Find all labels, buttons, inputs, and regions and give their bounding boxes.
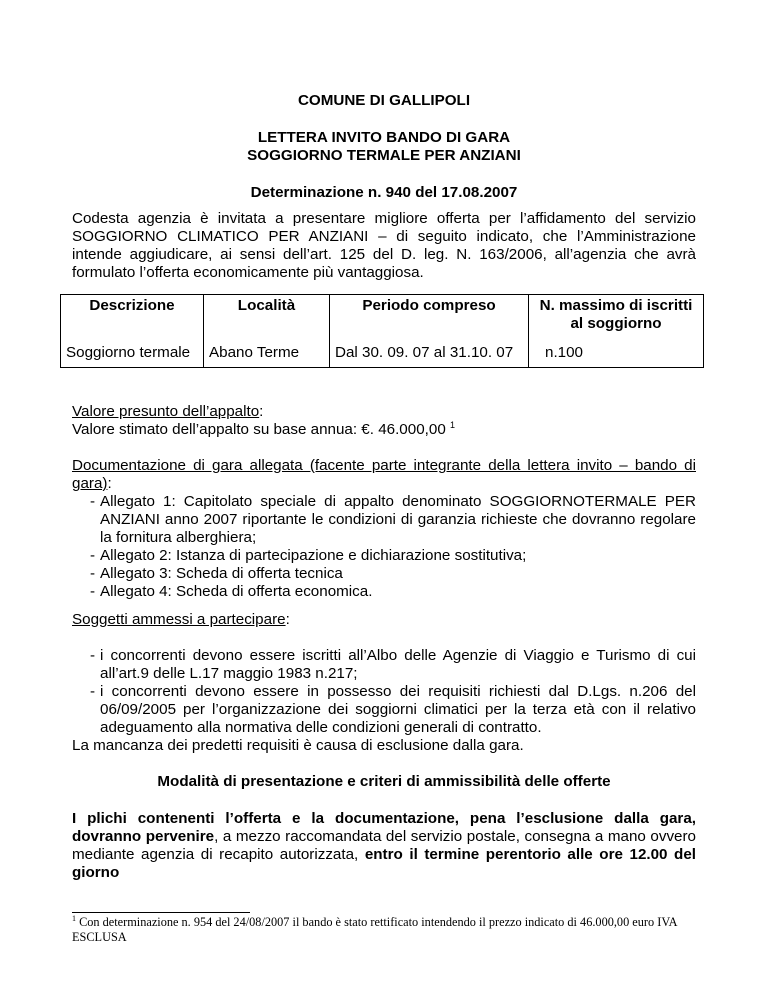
modalities-heading: Modalità di presentazione e criteri di ammissibilità delle offerte <box>157 773 611 790</box>
value-heading-colon: : <box>259 403 264 420</box>
footnote-separator <box>72 912 250 913</box>
table-header-cell: Descrizione <box>61 295 204 343</box>
footnote <box>72 915 696 945</box>
table-header-cell: N. massimo di iscritti al soggiorno <box>529 295 704 343</box>
table-header-row <box>61 295 704 343</box>
list-item: - Allegato 2: Istanza di partecipazione e dichiarazione sostitutiva; <box>90 547 527 564</box>
table-header-cell: Località <box>204 295 330 343</box>
documentation-heading: Documentazione di gara allegata (facente parte integrante della lettera invito – bando di gara) <box>72 457 696 492</box>
footnote-reference: 1 <box>450 420 456 430</box>
list-item: - i concorrenti devono essere in possesso dei requisiti richiesti dal D.Lgs. n.206 del 06/09/2005 per l’organizzazione dei soggiorni climatici per la terza età con il relativo adeguamento alla normativa delle condizioni generali di contratto. <box>90 683 696 736</box>
footnote-marker: 1 <box>72 914 76 923</box>
intro-paragraph: Codesta agenzia è invitata a presentare migliore offerta per l’affidamento del servizio SOGGIORNO CLIMATICO PER ANZIANI – di seguito indicato, che l’Amministrazione intende aggiudicare, ai sensi dell’art. 125 del D. leg. N. 163/2006, all’agenzia che avrà formulato l’offerta economicamente più vantaggiosa. <box>72 210 696 281</box>
subjects-heading-block <box>72 611 696 629</box>
subjects-closing: La mancanza dei predetti requisiti è causa di esclusione dalla gara. <box>72 737 524 754</box>
value-section <box>72 403 696 439</box>
modalities-text-1: , a mezzo raccomandata del servizio postale, consegna a mano ovvero mediante agenzia di recapito autorizzata, <box>72 828 697 863</box>
value-heading: Valore presunto dell’appalto <box>72 403 260 420</box>
subjects-heading: Soggetti ammessi a partecipare <box>72 611 286 628</box>
modalities-paragraph <box>72 810 696 882</box>
subjects-list <box>72 647 696 737</box>
modalities-bold-1: I plichi contenenti l’offerta e la documentazione, pena l’esclusione dalla gara, dovranno pervenire <box>72 810 696 845</box>
documentation-heading-colon: : <box>107 475 112 492</box>
title-line-1: LETTERA INVITO BANDO DI GARA <box>257 129 511 146</box>
table-cell: Abano Terme <box>204 343 330 368</box>
determination-heading: Determinazione n. 940 del 17.08.2007 <box>250 184 518 201</box>
documentation-list <box>72 493 696 601</box>
table-cell: Dal 30. 09. 07 al 31.10. 07 <box>330 343 529 368</box>
list-item: - i concorrenti devono essere iscritti all’Albo delle Agenzie di Viaggio e Turismo di cui all’art.9 delle L.17 maggio 1983 n.217; <box>90 647 696 682</box>
value-text: Valore stimato dell’appalto su base annua: €. 46.000,00 <box>72 421 446 438</box>
list-item: - Allegato 3: Scheda di offerta tecnica <box>90 565 343 582</box>
table-cell: Soggiorno termale <box>61 343 204 368</box>
footnote-text: Con determinazione n. 954 del 24/08/2007 il bando è stato rettificato intendendo il prezzo indicato di 46.000,00 euro IVA ESCLUSA <box>72 915 677 944</box>
modalities-bold-2: entro il termine perentorio alle ore 12.00 del giorno <box>72 846 697 881</box>
subjects-heading-colon: : <box>285 611 290 628</box>
municipality-heading: COMUNE DI GALLIPOLI <box>297 92 471 109</box>
table-cell: n.100 <box>529 343 704 368</box>
table-header-cell: Periodo compreso <box>330 295 529 343</box>
list-item: - Allegato 4: Scheda di offerta economica. <box>90 583 373 600</box>
offer-table <box>60 294 704 368</box>
documentation-heading-block <box>72 457 696 493</box>
list-item: - Allegato 1: Capitolato speciale di appalto denominato SOGGIORNOTERMALE PER ANZIANI anno 2007 riportante le condizioni di garanzia richieste che dovranno regolare la fornitura alberghiera; <box>90 493 696 546</box>
title-line-2: SOGGIORNO TERMALE PER ANZIANI <box>247 147 521 164</box>
table-row <box>61 343 704 368</box>
